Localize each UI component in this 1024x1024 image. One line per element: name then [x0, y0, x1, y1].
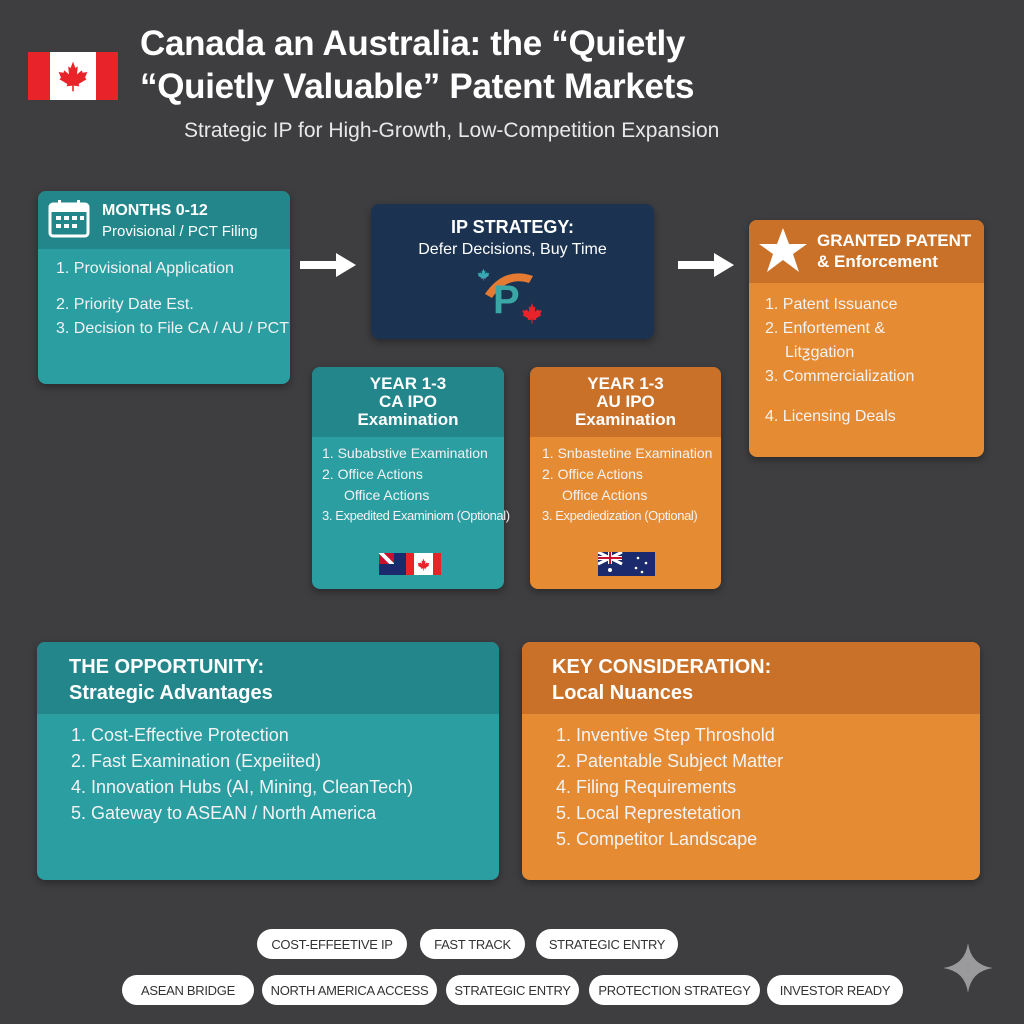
list-item: Litƺgation: [785, 344, 855, 361]
list-item: 5. Competitor Landscape: [556, 829, 758, 849]
list-item: 4. Licensing Deals: [765, 408, 896, 425]
list-item: 4. Filing Requirements: [556, 777, 737, 797]
list-item: 3. Decision to File CA / AU / PCT: [56, 320, 289, 337]
tag-pill[interactable]: ASEAN BRIDGE: [122, 975, 254, 1005]
tag-pill[interactable]: PROTECTION STRATEGY: [589, 975, 760, 1005]
list-item: 2. Priority Date Est.: [56, 296, 194, 313]
list-item: 5. Local Represtetation: [556, 803, 742, 823]
list-item: 3. Commercialization: [765, 368, 915, 385]
ca-stage: Examination: [357, 410, 459, 429]
list-item: 2. Enfortement &: [765, 320, 886, 337]
list-item: 3. Expediedization (Optional): [542, 508, 698, 523]
tag-pill[interactable]: INVESTOR READY: [767, 975, 903, 1005]
granted-subtitle: & Enforcement: [817, 252, 938, 271]
tag-pill[interactable]: NORTH AMERICA ACCESS: [262, 975, 437, 1005]
page-subtitle: Strategic IP for High-Growth, Low-Competition Expansion: [184, 119, 720, 142]
list-item: Office Actions: [344, 487, 430, 503]
phase1-title: MONTHS 0-12: [102, 202, 208, 219]
list-item: 1. Provisional Application: [56, 260, 234, 277]
consideration-title: KEY CONSIDERATION:: [552, 656, 772, 678]
sparkle-icon: [943, 943, 993, 993]
page-title-line2: “Quietly Valuable” Patent Markets: [140, 67, 695, 106]
list-item: Office Actions: [562, 487, 648, 503]
au-year: YEAR 1-3: [587, 374, 664, 393]
australia-flag-icon: [598, 552, 655, 576]
list-item: 2. Office Actions: [322, 466, 423, 482]
page-title-line1: Canada an Australia: the “Quietly: [140, 24, 686, 63]
canada-flag-icon: [28, 52, 118, 100]
granted-patent-card: [749, 220, 984, 457]
ca-office: CA IPO: [379, 392, 437, 411]
list-item: 1. Inventive Step Throshold: [556, 725, 775, 745]
boomerang-maple-logo-icon: [371, 260, 654, 335]
tag-pill[interactable]: STRATEGIC ENTRY: [446, 975, 579, 1005]
star-icon: [759, 228, 807, 274]
calendar-icon: [48, 199, 90, 239]
opportunity-card: [37, 642, 499, 880]
ip-strategy-card: [371, 204, 654, 339]
granted-title: GRANTED PATENT: [817, 231, 972, 250]
list-item: 1. Patent Issuance: [765, 296, 898, 313]
opportunity-subtitle: Strategic Advantages: [69, 682, 273, 704]
au-stage: Examination: [574, 410, 677, 429]
arrow-right-icon: [678, 252, 734, 278]
list-item: 3. Expedited Examiniom (Optional): [322, 508, 510, 523]
list-item: 1. Subabstive Examination: [322, 445, 488, 461]
strategy-title: IP STRATEGY:: [450, 217, 574, 237]
list-item: 2. Office Actions: [542, 466, 643, 482]
key-consideration-card: [522, 642, 980, 880]
au-ipo-examination-card: [530, 367, 721, 589]
consideration-subtitle: Local Nuances: [552, 682, 694, 704]
ca-year: YEAR 1-3: [369, 374, 447, 393]
logo-letter: P: [493, 278, 520, 322]
australia-canada-flags-icon: [379, 553, 441, 575]
tag-pill[interactable]: FAST TRACK: [420, 929, 525, 959]
tag-pill[interactable]: COST-EFFEETIVE IP: [257, 929, 407, 959]
ca-ipo-examination-card: [312, 367, 510, 589]
strategy-subtitle: Defer Decisions, Buy Time: [418, 241, 607, 258]
arrow-right-icon: [300, 252, 356, 278]
tag-pill[interactable]: STRATEGIC ENTRY: [536, 929, 678, 959]
list-item: 1. Cost-Effective Protection: [71, 725, 289, 745]
phase-months-0-12-card: [38, 191, 290, 384]
phase1-subtitle: Provisional / PCT Filing: [102, 223, 258, 240]
list-item: 1. Snbastetine Examination: [542, 445, 713, 461]
opportunity-title: THE OPPORTUNITY:: [69, 656, 265, 678]
list-item: 2. Patentable Subject Matter: [556, 751, 784, 771]
list-item: 2. Fast Examination (Expeiited): [71, 751, 322, 771]
list-item: 4. Innovation Hubs (AI, Mining, CleanTech): [71, 777, 414, 797]
list-item: 5. Gateway to ASEAN / North America: [71, 803, 377, 823]
au-office: AU IPO: [596, 392, 655, 411]
